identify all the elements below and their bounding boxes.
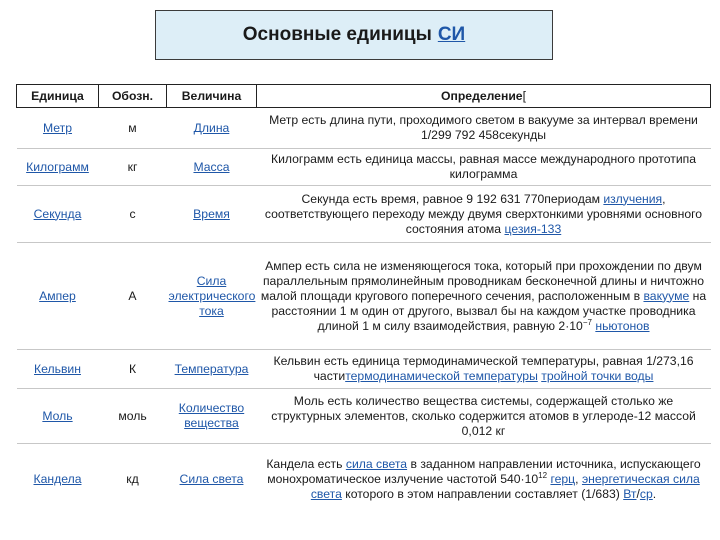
unit-symbol: А xyxy=(99,243,167,350)
definition-cell xyxy=(257,243,711,350)
unit-name[interactable] xyxy=(17,186,99,243)
quantity-link[interactable]: Время xyxy=(193,206,230,221)
definition-cell xyxy=(257,350,711,389)
quantity-cell[interactable] xyxy=(167,350,257,389)
unit-symbol: с xyxy=(99,186,167,243)
definition-cell xyxy=(257,389,711,444)
definition-text: Ампер есть сила не изменяющегося тока, который при прохождении по двум параллельным прямолинейным проводникам бесконечной длины и ничтожно малой площади кругового поперечного сечения, расположенным в xyxy=(260,258,705,303)
unit-link[interactable]: Кандела xyxy=(33,471,82,486)
newton-link[interactable]: ньютонов xyxy=(595,318,650,333)
definition-text: Кандела есть xyxy=(266,456,346,471)
quantity-link[interactable]: Масса xyxy=(193,159,230,174)
table-row-mole xyxy=(17,389,711,444)
quantity-link[interactable]: Температура xyxy=(174,361,249,376)
quantity-cell[interactable] xyxy=(167,108,257,149)
header-unit: Единица xyxy=(17,85,99,108)
si-units-table xyxy=(16,84,711,514)
unit-link[interactable]: Метр xyxy=(42,120,73,135)
steradian-link[interactable]: ср xyxy=(639,486,653,501)
radiation-link[interactable]: излучения xyxy=(603,191,663,206)
radiant-intensity-link[interactable]: энергетическая сила света xyxy=(310,471,700,501)
quantity-cell[interactable] xyxy=(167,243,257,350)
cesium-link[interactable]: цезия-133 xyxy=(504,221,562,236)
unit-link[interactable]: Моль xyxy=(42,408,73,423)
footnote-link[interactable]: [ xyxy=(522,88,526,103)
header-definition-text: Определение xyxy=(441,88,523,103)
unit-name[interactable] xyxy=(17,149,99,186)
unit-link[interactable]: Секунда xyxy=(33,206,82,221)
definition-cell xyxy=(257,186,711,243)
unit-link[interactable]: Килограмм xyxy=(26,159,89,174)
table-row-kelvin xyxy=(17,350,711,389)
definition-text: в заданном направлении источника, испускающего монохроматическое излучение частотой 540·10 xyxy=(267,456,701,486)
header-definition xyxy=(257,85,711,108)
page-title xyxy=(155,10,553,60)
quantity-link[interactable]: Сила электрического тока xyxy=(168,273,256,318)
definition-text: на расстоянии 1 м один от другого, вызвал бы на каждом участке проводника длиной 1 м силу взаимодействия, равную 2·10 xyxy=(271,288,707,333)
unit-symbol: м xyxy=(99,108,167,149)
exponent: −7 xyxy=(582,317,592,327)
definition-text: / xyxy=(636,486,640,501)
definition-text: , xyxy=(575,471,582,486)
exponent: 12 xyxy=(538,470,548,480)
definition-text: Метр есть длина пути, проходимого светом в вакууме за интервал времени 1/299 792 458секунды xyxy=(269,113,698,142)
si-link[interactable]: СИ xyxy=(437,24,466,45)
definition-text: Килограмм есть единица массы, равная массе международного прототипа килограмма xyxy=(270,152,697,181)
table-row-ampere xyxy=(17,243,711,350)
unit-name[interactable] xyxy=(17,108,99,149)
table-header-row xyxy=(17,85,711,108)
hertz-link[interactable]: герц xyxy=(550,471,576,486)
unit-symbol: кг xyxy=(99,149,167,186)
unit-link[interactable]: Кельвин xyxy=(34,361,81,376)
thermo-temperature-link[interactable]: термодинамической температуры xyxy=(345,369,538,383)
unit-link[interactable]: Ампер xyxy=(39,288,76,303)
quantity-cell[interactable] xyxy=(167,389,257,444)
unit-symbol: кд xyxy=(126,471,139,486)
unit-name[interactable] xyxy=(17,243,99,350)
definition-text: которого в этом направлении составляет (1/683) xyxy=(341,486,624,501)
definition-text: Секунда есть время, равное 9 192 631 770периодам xyxy=(301,191,604,206)
definition-cell xyxy=(257,149,711,186)
luminous-intensity-link[interactable]: сила света xyxy=(345,456,408,471)
header-symbol: Обозн. xyxy=(99,85,167,108)
table-row-candela xyxy=(17,444,711,515)
quantity-link[interactable]: Количество вещества xyxy=(178,401,245,430)
unit-name[interactable] xyxy=(17,350,99,389)
quantity-cell[interactable] xyxy=(167,149,257,186)
definition-text: Кельвин есть единица термодинамической температуры, равная 1/273,16 части xyxy=(273,354,694,383)
header-quantity: Величина xyxy=(167,85,257,108)
table-row-second xyxy=(17,186,711,243)
definition-text: . xyxy=(652,486,657,501)
table-row-kilogram xyxy=(17,149,711,186)
definition-text: Моль есть количество вещества системы, содержащей столько же структурных элементов, сколько содержится атомов в углероде-12 массой 0,012 кг xyxy=(271,393,696,438)
triple-point-link[interactable]: тройной точки воды xyxy=(541,369,654,383)
quantity-link[interactable]: Длина xyxy=(193,120,230,135)
definition-cell xyxy=(257,444,711,515)
unit-name[interactable] xyxy=(17,389,99,444)
unit-symbol: К xyxy=(99,350,167,389)
definition-cell xyxy=(257,108,711,149)
vacuum-link[interactable]: вакууме xyxy=(643,288,690,303)
unit-symbol: моль xyxy=(99,389,167,444)
unit-name[interactable] xyxy=(17,444,99,515)
watt-link[interactable]: Вт xyxy=(623,486,637,501)
quantity-cell[interactable] xyxy=(167,444,257,515)
definition-text: , соответствующего переходу между двумя сверхтонкими уровнями основного состояния атома xyxy=(264,191,703,236)
quantity-cell[interactable] xyxy=(167,186,257,243)
title-text: Основные единицы xyxy=(242,24,432,45)
quantity-link[interactable]: Сила света xyxy=(179,471,244,486)
table-row-meter xyxy=(17,108,711,149)
